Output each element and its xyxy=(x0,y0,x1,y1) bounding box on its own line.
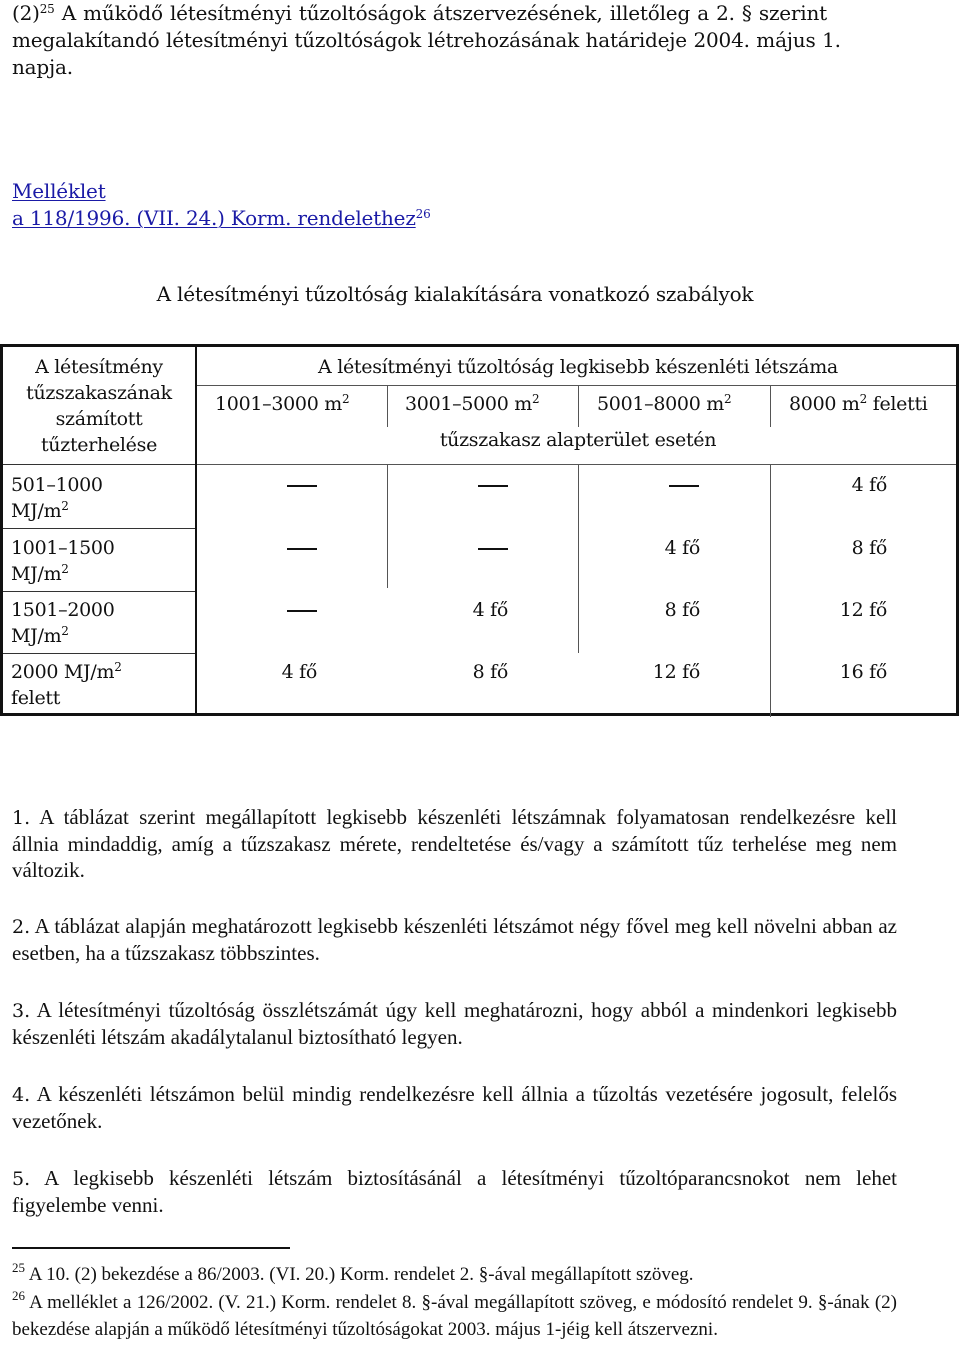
staff-count-cell: 4 fő xyxy=(281,661,317,683)
intro-paragraph xyxy=(12,0,952,81)
right-header: A létesítményi tűzoltóság legkisebb készenléti létszáma xyxy=(318,356,838,378)
staff-count-cell: 4 fő xyxy=(851,474,887,496)
area-column-4: 8000 $m^2$ feletti xyxy=(789,392,928,415)
intro-line-2: megalakítandó létesítményi tűzoltóságok létrehozásának határideje 2004. május 1. xyxy=(12,28,841,52)
footnote-separator xyxy=(12,1247,290,1249)
empty-cell-dash xyxy=(287,610,317,612)
left-header xyxy=(3,354,195,458)
area-column-1: 1001–3000 $m^2$ xyxy=(215,392,350,415)
area-column-2: 3001–5000 $m^2$ xyxy=(405,392,540,415)
intro-line-1 xyxy=(12,0,952,27)
footnote-26: $^{26}$ A melléklet a 126/2002. (V. 21.) Korm. rendelet 8. §-ával megállapított szöveg, e módosító rendelet 9. §-ának (2) bekezdése alapján a működő létesítményi tűzoltóságokat 2003. május 1-jéig kell átszervezni. xyxy=(12,1288,897,1340)
intro-text-1: A működő létesítményi tűzoltóságok átszervezésének, illetőleg a 2. § szerint xyxy=(54,1,827,25)
row-separator xyxy=(3,528,195,529)
rule-paragraph: 1. A táblázat szerint megállapított legkisebb készenléti létszámnak folyamatosan rendelkezésre kell állnia mindaddig, amíg a tűzszakasz mérete, rendeltetése és/vagy a számított tűz terhelése meg nem változik. xyxy=(12,805,897,882)
rule-paragraph: 5. A legkisebb készenléti létszám biztosításánál a létesítményi tűzoltóparancsnokot nem lehet figyelembe venni. xyxy=(12,1166,897,1217)
left-header-line: tűzterhelése xyxy=(40,434,158,456)
staff-count-cell: 8 fő xyxy=(851,537,887,559)
empty-cell-dash xyxy=(287,485,317,487)
row-separator xyxy=(3,591,195,592)
area-column-3: 5001–8000 $m^2$ xyxy=(597,392,732,415)
staff-count-cell: 8 fő xyxy=(472,661,508,683)
fire-load-label: 1001–1500 $MJ/m^2$ xyxy=(11,537,115,585)
annex-link[interactable]: Melléklet xyxy=(12,179,106,203)
left-header-line: tűzszakaszának xyxy=(26,382,172,404)
section-title: A létesítményi tűzoltóság kialakítására vonatkozó szabályok xyxy=(156,282,754,306)
left-header-line: A létesítmény xyxy=(35,356,163,378)
footnote-25: $^{25}$ A 10. (2) bekezdése a 86/2003. (VI. 20.) Korm. rendelet 2. §-ával megállapított szöveg. xyxy=(12,1260,694,1285)
empty-cell-dash xyxy=(669,485,699,487)
row-separator xyxy=(3,653,195,654)
fire-load-label: 2000 $MJ/m^2$ felett xyxy=(11,660,122,709)
rule-paragraph: 3. A létesítményi tűzoltóság összlétszámát úgy kell meghatározni, hogy abból a mindenkori legkisebb készenléti létszám akadálytalanul biztosítható legyen. xyxy=(12,998,897,1049)
footnote-ref-25[interactable]: 25 xyxy=(39,2,55,16)
fire-load-label: 501–1000 $MJ/m^2$ xyxy=(11,474,103,522)
footnote-ref-26[interactable]: 26 xyxy=(415,207,431,221)
empty-cell-dash xyxy=(478,548,508,550)
staff-count-cell: 8 fő xyxy=(664,599,700,621)
fire-load-label: 1501–2000 $MJ/m^2$ xyxy=(11,599,115,647)
empty-cell-dash xyxy=(478,485,508,487)
header-rule-2 xyxy=(197,464,956,465)
intro-prefix: (2) xyxy=(12,1,40,25)
row-separator xyxy=(3,464,195,465)
empty-cell-dash xyxy=(287,548,317,550)
rule-paragraph: 4. A készenléti létszámon belül mindig rendelkezésre kell állnia a tűzoltás vezetésére jogosult, felelős vezetőnek. xyxy=(12,1082,897,1133)
left-header-line: számított xyxy=(55,408,143,430)
intro-line-3: napja. xyxy=(12,55,73,79)
staff-count-cell: 4 fő xyxy=(472,599,508,621)
staff-count-cell: 4 fő xyxy=(664,537,700,559)
staff-count-cell: 12 fő xyxy=(839,599,887,621)
col-divider-1 xyxy=(387,385,388,427)
header-rule xyxy=(197,385,956,386)
annex-decree-link[interactable]: a 118/1996. (VII. 24.) Korm. rendelethez xyxy=(12,206,416,230)
staffing-table xyxy=(0,344,959,716)
col-divider-3 xyxy=(770,385,771,427)
col-divider-2 xyxy=(578,385,579,427)
staff-count-cell: 12 fő xyxy=(652,661,700,683)
staff-count-cell: 16 fő xyxy=(839,661,887,683)
body-divider-1 xyxy=(387,465,388,588)
rule-paragraph: 2. A táblázat alapján meghatározott legkisebb készenléti létszámot négy fővel meg kell növelni abban az esetben, ha a tűzszakasz többszintes. xyxy=(12,914,897,965)
area-caption: tűzszakasz alapterület esetén xyxy=(439,429,717,451)
annex-heading xyxy=(12,178,431,232)
